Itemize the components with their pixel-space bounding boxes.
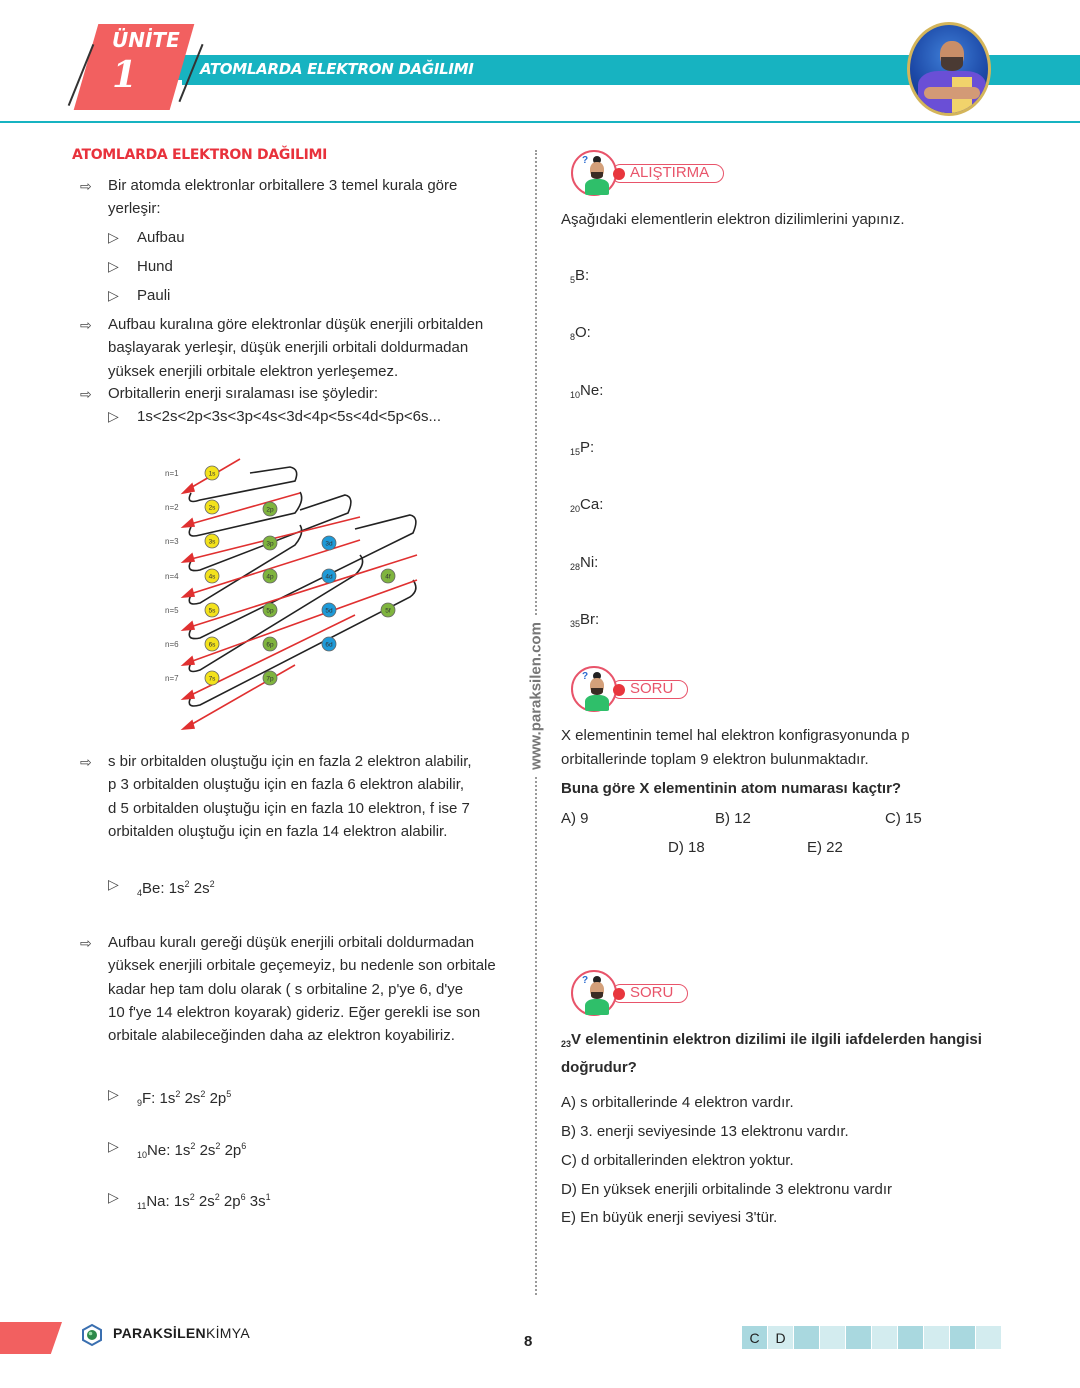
option-b[interactable]: B) 12 [715,810,751,827]
svg-text:4f: 4f [385,573,391,581]
option-c[interactable]: C) d orbitallerinden elektron yoktur. [561,1152,794,1169]
option-c[interactable]: C) 15 [885,810,922,827]
hollow-arrow-icon: ⇨ [80,178,92,194]
progress-boxes [742,1326,1001,1349]
box [898,1326,923,1349]
paragraph-filling: Aufbau kuralı gereği düşük enerjili orbitali doldurmadan yüksek enerjili orbitale geçemeyiz, bu nedenle son orbitale kadar hep tam dolu olarak ( s orbitaline 2, p'ye 6, d'ye 10 f'ye 14 elektron koyarak) gideriz. Eğer gerekli ise son orbitale alabileceğinden daha az elektron koyabiliriz. [108,934,496,1045]
example-ne: $_{10}$Ne: $1s^2$ $2s^2$ $2p^6$ [137,1141,247,1160]
hollow-arrow-icon: ⇨ [80,935,92,951]
svg-text:7p: 7p [266,675,274,683]
exercise-badge: ALIŞTIRMA ? [571,150,721,196]
mascot-icon: ? [571,150,617,196]
footer-accent [0,1322,62,1354]
brand-logo-icon [80,1323,104,1347]
exercise-element-p: $_{15}$P: [570,439,595,457]
svg-text:4p: 4p [266,573,274,581]
paragraph-capacity: s bir orbitalden oluştuğu için en fazla 2 elektron alabilir, p 3 orbitalden oluştuğu için en fazla 6 elektron alabilir, d 5 orbitalden oluştuğu için en fazla 10 elektron, f ise 7 orbitalden oluştuğu için en fazla 14 elektron alabilir. [108,753,472,840]
energy-order: 1s<2s<2p<3s<3p<4s<3d<4p<5s<4d<5p<6s... [137,408,442,425]
box [820,1326,845,1349]
svg-text:5d: 5d [325,607,333,615]
svg-text:6p: 6p [266,641,274,649]
author-avatar [907,22,991,116]
brand-name: PARAKSİLENKİMYA [113,1325,250,1341]
svg-text:n=4: n=4 [165,572,179,581]
option-e[interactable]: E) En büyük enerji seviyesi 3'tür. [561,1209,778,1226]
box-c: C [742,1326,767,1349]
option-b[interactable]: B) 3. enerji seviyesinde 13 elektronu vardır. [561,1123,849,1140]
rule-pauli: Pauli [137,287,171,304]
svg-text:n=3: n=3 [165,537,179,546]
svg-text:n=6: n=6 [165,640,179,649]
box [924,1326,949,1349]
rule-hund: Hund [137,258,173,275]
question-1-prompt: Buna göre X elementinin atom numarası kaçtır? [561,780,902,797]
box [794,1326,819,1349]
triangle-bullet-icon: ▷ [108,229,119,245]
website-watermark: www.paraksilen.com [528,616,545,776]
svg-text:6d: 6d [325,641,333,649]
exercise-element-ca: $_{20}$Ca: [570,496,604,514]
page-number: 8 [524,1333,533,1350]
example-be: $_4$Be: $1s^2$ $2s^2$ [137,879,215,898]
box-d: D [768,1326,793,1349]
box [872,1326,897,1349]
option-a[interactable]: A) s orbitallerinde 4 elektron vardır. [561,1094,794,1111]
exercise-element-o: $_8$O: [570,324,591,342]
svg-text:n=1: n=1 [165,469,179,478]
exercise-element-ne: $_{10}$Ne: [570,382,604,400]
question-badge: SORU ? [571,666,721,712]
option-d[interactable]: D) En yüksek enerjili orbitalinde 3 elektronu vardır [561,1181,892,1198]
svg-text:4s: 4s [208,573,216,581]
mascot-icon: ? [571,970,617,1016]
hollow-arrow-icon: ⇨ [80,317,92,333]
svg-text:3d: 3d [325,540,333,548]
exercise-element-ni: $_{28}$Ni: [570,554,599,572]
svg-text:5p: 5p [266,607,274,615]
paragraph-aufbau: Aufbau kuralına göre elektronlar düşük enerjili orbitalden başlayarak yerleşir, düşük enerjili orbitali doldurmadan yüksek enerjili orbitale elektron yerleşemez. [108,316,484,380]
triangle-bullet-icon: ▷ [108,287,119,303]
unit-number: 1 [112,54,138,96]
triangle-bullet-icon: ▷ [108,258,119,274]
question-2-stem: $_{23}$V elementinin elektron dizilimi ile ilgili iafdelerden hangisi doğrudur? [561,1031,982,1076]
svg-text:n=7: n=7 [165,674,179,683]
svg-text:n=5: n=5 [165,606,179,615]
triangle-bullet-icon: ▷ [108,1086,119,1102]
example-f: $_9$F: $1s^2$ $2s^2$ $2p^5$ [137,1089,232,1108]
box [976,1326,1001,1349]
svg-text:5s: 5s [208,607,216,615]
option-a[interactable]: A) 9 [561,810,589,827]
option-e[interactable]: E) 22 [807,839,843,856]
chapter-title: ATOMLARDA ELEKTRON DAĞILIMI [200,60,474,78]
triangle-bullet-icon: ▷ [108,1189,119,1205]
box [846,1326,871,1349]
mascot-icon: ? [571,666,617,712]
svg-text:7s: 7s [208,675,216,683]
hollow-arrow-icon: ⇨ [80,754,92,770]
box [950,1326,975,1349]
exercise-element-b: $_5$B: [570,267,590,285]
svg-text:3p: 3p [266,540,274,548]
unit-label: ÜNİTE [112,28,180,52]
svg-text:2p: 2p [266,506,274,514]
paragraph-rules: Bir atomda elektronlar orbitallere 3 temel kurala göre yerleşir: [108,177,458,218]
red-dot-icon [613,988,625,1000]
aufbau-diagonal-diagram [155,455,435,740]
svg-text:6s: 6s [208,641,216,649]
exercise-prompt: Aşağıdaki elementlerin elektron dizilimlerini yapınız. [561,211,905,228]
triangle-bullet-icon: ▷ [108,408,119,424]
triangle-bullet-icon: ▷ [108,876,119,892]
svg-text:3s: 3s [208,538,216,546]
triangle-bullet-icon: ▷ [108,1138,119,1154]
header-underline [0,121,1080,123]
section-title: ATOMLARDA ELEKTRON DAĞILIMI [72,147,328,163]
svg-text:1s: 1s [208,470,216,478]
svg-text:n=2: n=2 [165,503,179,512]
svg-text:2s: 2s [208,504,216,512]
svg-text:4d: 4d [325,573,333,581]
red-dot-icon [613,168,625,180]
rule-aufbau: Aufbau [137,229,185,246]
hollow-arrow-icon: ⇨ [80,386,92,402]
question-badge: SORU ? [571,970,721,1016]
question-1-stem: X elementinin temel hal elektron konfigrasyonunda p orbitallerinde toplam 9 elektron bulunmaktadır. [561,727,910,768]
option-d[interactable]: D) 18 [668,839,705,856]
exercise-element-br: $_{35}$Br: [570,611,600,629]
example-na: $_{11}$Na: $1s^2$ $2s^2$ $2p^6$ $3s^1$ [137,1192,271,1211]
paragraph-order: Orbitallerin enerji sıralaması ise şöyledir: [108,385,379,402]
red-dot-icon [613,684,625,696]
svg-text:5f: 5f [385,607,391,615]
